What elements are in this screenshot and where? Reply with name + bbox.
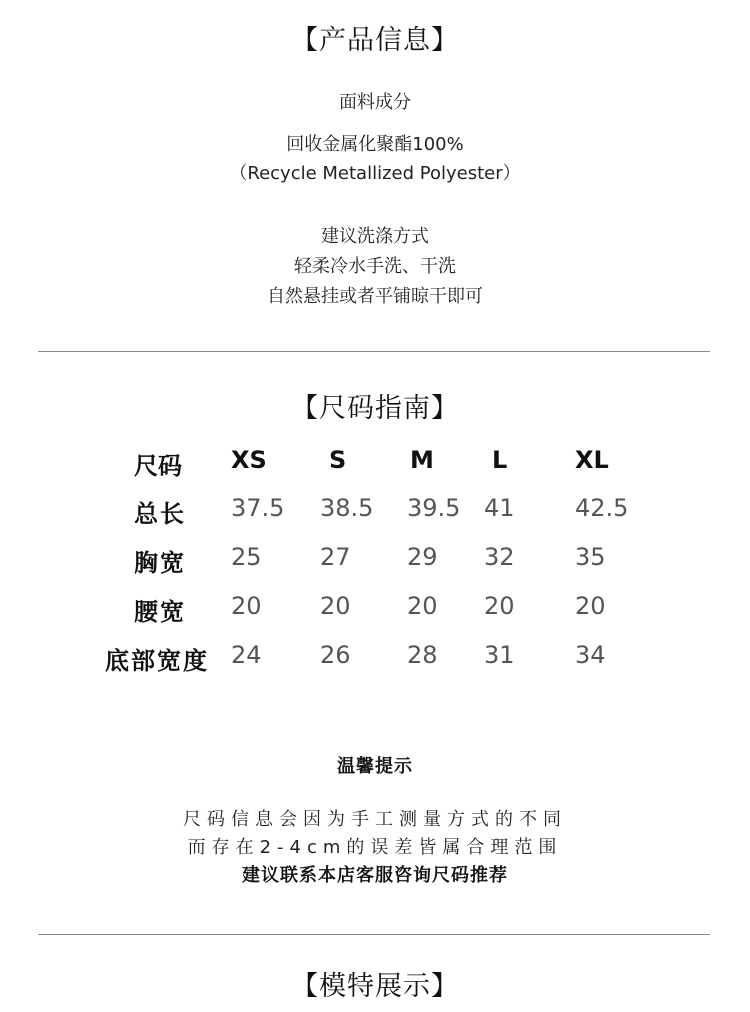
row-label-waist: 腰宽 bbox=[134, 598, 186, 626]
table-cell: 31 bbox=[484, 641, 515, 669]
tips-line-2: 而存在2-4cm的误差皆属合理范围 bbox=[187, 837, 563, 858]
table-cell: 20 bbox=[575, 592, 606, 620]
tips-line-1: 尺码信息会因为手工测量方式的不同 bbox=[183, 809, 567, 830]
divider-bottom bbox=[38, 934, 710, 935]
table-cell: 28 bbox=[407, 641, 438, 669]
table-cell: 39.5 bbox=[407, 494, 461, 522]
size-guide-title: 【尺码指南】 bbox=[291, 393, 459, 424]
washing-line-1: 轻柔冷水手洗、干洗 bbox=[294, 256, 456, 277]
size-header-m: M bbox=[410, 446, 434, 474]
table-cell: 42.5 bbox=[575, 494, 629, 522]
table-cell: 20 bbox=[320, 592, 351, 620]
table-cell: 35 bbox=[575, 543, 606, 571]
table-cell: 41 bbox=[484, 494, 515, 522]
table-cell: 20 bbox=[231, 592, 262, 620]
row-label-chest: 胸宽 bbox=[134, 549, 186, 577]
size-header-label: 尺码 bbox=[134, 452, 182, 480]
size-header-s: S bbox=[329, 446, 347, 474]
table-cell: 26 bbox=[320, 641, 351, 669]
table-cell: 27 bbox=[320, 543, 351, 571]
size-header-xs: XS bbox=[231, 446, 267, 474]
model-display-title: 【模特展示】 bbox=[291, 971, 459, 1002]
fabric-english: （Recycle Metallized Polyester） bbox=[229, 163, 521, 184]
table-cell: 20 bbox=[407, 592, 438, 620]
size-header-l: L bbox=[492, 446, 508, 474]
tips-title: 温馨提示 bbox=[337, 756, 413, 777]
row-label-length: 总长 bbox=[134, 500, 186, 528]
table-cell: 24 bbox=[231, 641, 262, 669]
table-cell: 29 bbox=[407, 543, 438, 571]
size-header-xl: XL bbox=[575, 446, 609, 474]
washing-label: 建议洗涤方式 bbox=[321, 226, 429, 247]
table-cell: 25 bbox=[231, 543, 262, 571]
table-cell: 38.5 bbox=[320, 494, 374, 522]
table-cell: 34 bbox=[575, 641, 606, 669]
fabric-label: 面料成分 bbox=[339, 92, 411, 113]
row-label-bottom-width: 底部宽度 bbox=[105, 647, 209, 675]
fabric-value: 回收金属化聚酯100% bbox=[286, 134, 464, 155]
table-cell: 37.5 bbox=[231, 494, 285, 522]
product-info-title: 【产品信息】 bbox=[291, 25, 459, 56]
tips-line-3: 建议联系本店客服咨询尺码推荐 bbox=[242, 865, 508, 886]
divider-top bbox=[38, 351, 710, 352]
washing-line-2: 自然悬挂或者平铺晾干即可 bbox=[267, 286, 483, 307]
table-cell: 32 bbox=[484, 543, 515, 571]
table-cell: 20 bbox=[484, 592, 515, 620]
